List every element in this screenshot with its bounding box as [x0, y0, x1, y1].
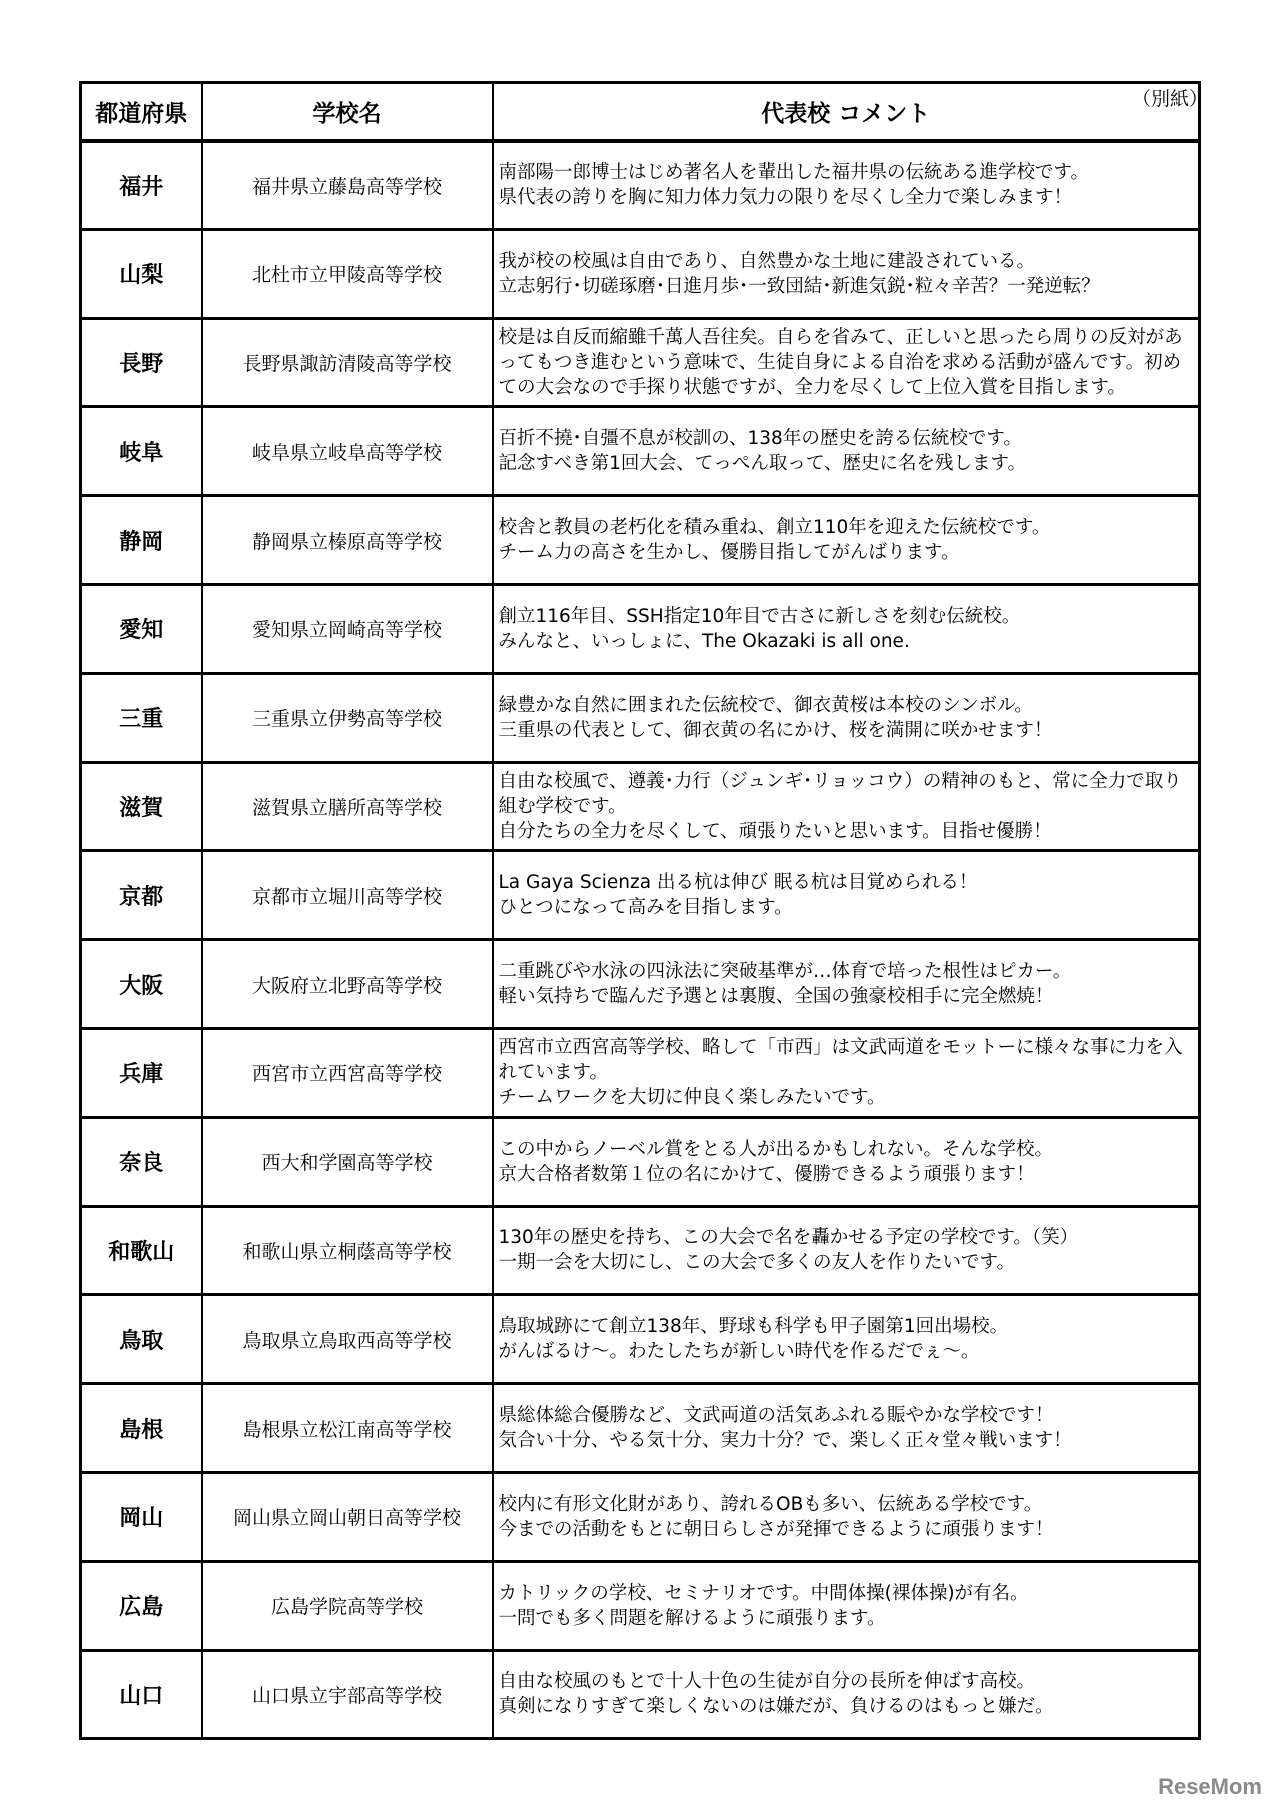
table-header-row: [81, 83, 1200, 141]
header-school: 学校名: [202, 83, 493, 141]
prefecture-cell: 岐阜: [81, 407, 202, 496]
school-name-cell: 西大和学園高等学校: [202, 1117, 493, 1206]
prefecture-cell: 長野: [81, 318, 202, 407]
school-name-cell: 西宮市立西宮高等学校: [202, 1028, 493, 1117]
prefecture-cell: 三重: [81, 673, 202, 762]
comment-cell: 校舎と教員の老朽化を積み重ね、創立110年を迎えた伝統校です。 チーム力の高さを生かし、優勝目指してがんばります。: [493, 496, 1200, 585]
comment-cell: 自由な校風で、遵義･力行（ジュンギ･リョッコウ）の精神のもと、常に全力で取り組む学校です。 自分たちの全力を尽くして、頑張りたいと思います。目指せ優勝！: [493, 762, 1200, 851]
prefecture-cell: 和歌山: [81, 1206, 202, 1295]
comment-cell: 西宮市立西宮高等学校、略して「市西」は文武両道をモットーに様々な事に力を入れています。 チームワークを大切に仲良く楽しみたいです。: [493, 1028, 1200, 1117]
school-name-cell: 長野県諏訪清陵高等学校: [202, 318, 493, 407]
header-comment: 代表校 コメント: [493, 83, 1200, 141]
school-name-cell: 大阪府立北野高等学校: [202, 940, 493, 1029]
table-row: [81, 1472, 1200, 1561]
school-name-cell: 山口県立宇部高等学校: [202, 1650, 493, 1739]
prefecture-cell: 愛知: [81, 584, 202, 673]
comment-cell: カトリックの学校、セミナリオです。中間体操(裸体操)が有名。 一問でも多く問題を解けるように頑張ります。: [493, 1561, 1200, 1650]
comment-cell: 校是は自反而縮雖千萬人吾往矣。自らを省みて、正しいと思ったら周りの反対があってもつき進むという意味で、生徒自身による自治を求める活動が盛んです。初めての大会なので手探り状態ですが、全力を尽くして上位入賞を目指します。: [493, 318, 1200, 407]
table-row: [81, 762, 1200, 851]
comment-cell: 緑豊かな自然に囲まれた伝統校で、御衣黄桜は本校のシンボル。 三重県の代表として、御衣黄の名にかけ、桜を満開に咲かせます！: [493, 673, 1200, 762]
comment-cell: 我が校の校風は自由であり、自然豊かな土地に建設されている。 立志躬行･切磋琢磨･日進月歩･一致団結･新進気鋭･粒々辛苦？一発逆転？: [493, 229, 1200, 318]
table-row: [81, 1561, 1200, 1650]
prefecture-cell: 大阪: [81, 940, 202, 1029]
prefecture-cell: 山梨: [81, 229, 202, 318]
prefecture-cell: 福井: [81, 141, 202, 230]
table-row: [81, 229, 1200, 318]
table-row: [81, 940, 1200, 1029]
prefecture-cell: 広島: [81, 1561, 202, 1650]
comment-cell: 百折不撓･自彊不息が校訓の、138年の歴史を誇る伝統校です。 記念すべき第1回大会、てっぺん取って、歴史に名を残します。: [493, 407, 1200, 496]
prefecture-cell: 京都: [81, 851, 202, 940]
school-name-cell: 和歌山県立桐蔭高等学校: [202, 1206, 493, 1295]
prefecture-cell: 鳥取: [81, 1295, 202, 1384]
school-name-cell: 北杜市立甲陵高等学校: [202, 229, 493, 318]
prefecture-cell: 滋賀: [81, 762, 202, 851]
school-name-cell: 鳥取県立鳥取西高等学校: [202, 1295, 493, 1384]
table-row: [81, 673, 1200, 762]
table-row: [81, 1384, 1200, 1473]
school-name-cell: 三重県立伊勢高等学校: [202, 673, 493, 762]
school-name-cell: 広島学院高等学校: [202, 1561, 493, 1650]
table-row: [81, 1117, 1200, 1206]
table-row: [81, 1650, 1200, 1739]
school-name-cell: 静岡県立榛原高等学校: [202, 496, 493, 585]
table-row: [81, 584, 1200, 673]
table-row: [81, 1206, 1200, 1295]
comment-cell: La Gaya Scienza 出る杭は伸び 眠る杭は目覚められる！ ひとつになって高みを目指します。: [493, 851, 1200, 940]
table-row: [81, 1295, 1200, 1384]
school-name-cell: 島根県立松江南高等学校: [202, 1384, 493, 1473]
school-name-cell: 岐阜県立岐阜高等学校: [202, 407, 493, 496]
table-row: [81, 141, 1200, 230]
resemom-logo: ReseMom: [1158, 1774, 1262, 1799]
table-row: [81, 318, 1200, 407]
school-name-cell: 愛知県立岡崎高等学校: [202, 584, 493, 673]
prefecture-cell: 兵庫: [81, 1028, 202, 1117]
comment-cell: この中からノーベル賞をとる人が出るかもしれない。そんな学校。 京大合格者数第１位の名にかけて、優勝できるよう頑張ります！: [493, 1117, 1200, 1206]
school-name-cell: 滋賀県立膳所高等学校: [202, 762, 493, 851]
table-row: [81, 1028, 1200, 1117]
school-name-cell: 京都市立堀川高等学校: [202, 851, 493, 940]
comment-cell: 県総体総合優勝など、文武両道の活気あふれる賑やかな学校です！ 気合い十分、やる気十分、実力十分？で、楽しく正々堂々戦います！: [493, 1384, 1200, 1473]
prefecture-cell: 静岡: [81, 496, 202, 585]
comment-cell: 創立116年目、SSH指定10年目で古さに新しさを刻む伝統校。 みんなと、いっしょに、The Okazaki is all one.: [493, 584, 1200, 673]
prefecture-cell: 山口: [81, 1650, 202, 1739]
prefecture-cell: 島根: [81, 1384, 202, 1473]
school-name-cell: 岡山県立岡山朝日高等学校: [202, 1472, 493, 1561]
comment-cell: 南部陽一郎博士はじめ著名人を輩出した福井県の伝統ある進学校です。 県代表の誇りを胸に知力体力気力の限りを尽くし全力で楽しみます！: [493, 141, 1200, 230]
header-prefecture: 都道府県: [81, 83, 202, 141]
comment-cell: 二重跳びや水泳の四泳法に突破基準が…体育で培った根性はピカー。 軽い気持ちで臨んだ予選とは裏腹、全国の強豪校相手に完全燃焼！: [493, 940, 1200, 1029]
school-comments-table: [79, 81, 1201, 1740]
comment-cell: 130年の歴史を持ち、この大会で名を轟かせる予定の学校です。（笑） 一期一会を大切にし、この大会で多くの友人を作りたいです。: [493, 1206, 1200, 1295]
school-name-cell: 福井県立藤島高等学校: [202, 141, 493, 230]
table-row: [81, 407, 1200, 496]
comment-cell: 鳥取城跡にて創立138年、野球も科学も甲子園第1回出場校。 がんばるけ～。わたしたちが新しい時代を作るだでぇ～。: [493, 1295, 1200, 1384]
prefecture-cell: 岡山: [81, 1472, 202, 1561]
comment-cell: 校内に有形文化財があり、誇れるOBも多い、伝統ある学校です。 今までの活動をもとに朝日らしさが発揮できるように頑張ります！: [493, 1472, 1200, 1561]
comment-cell: 自由な校風のもとで十人十色の生徒が自分の長所を伸ばす高校。 真剣になりすぎて楽しくないのは嫌だが、負けるのはもっと嫌だ。: [493, 1650, 1200, 1739]
table-row: [81, 851, 1200, 940]
table-row: [81, 496, 1200, 585]
annex-label: （別紙）: [1131, 88, 1208, 110]
prefecture-cell: 奈良: [81, 1117, 202, 1206]
